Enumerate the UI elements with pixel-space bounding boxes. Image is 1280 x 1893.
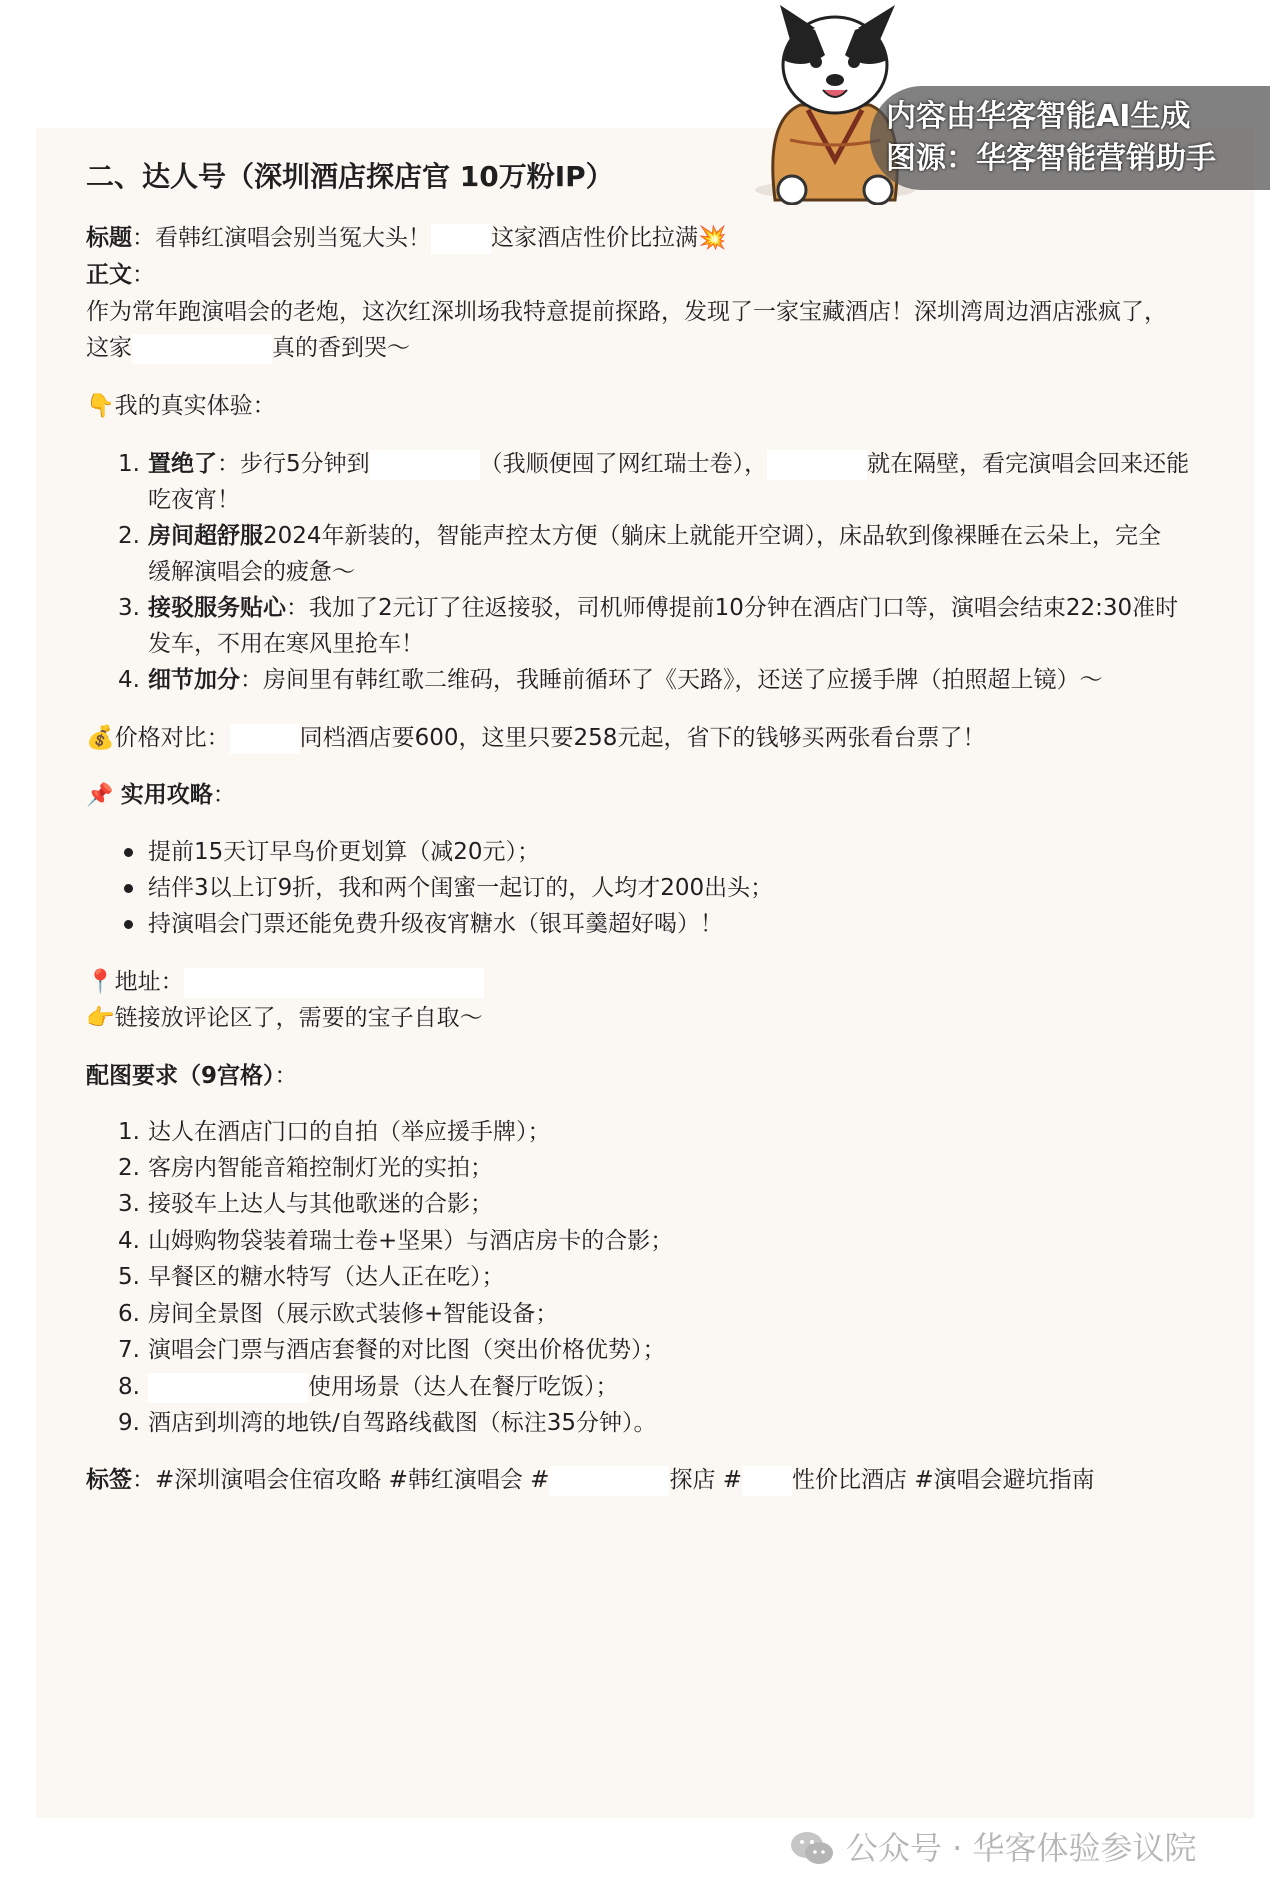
redaction: [767, 450, 867, 480]
bullet-dot: [124, 884, 133, 893]
ai-generated-badge: [870, 86, 1270, 190]
tags-line: [86, 1464, 1095, 1496]
tags-text: 性价比酒店 #演唱会避坑指南: [792, 1467, 1095, 1493]
images-heading: [86, 1060, 298, 1092]
title-text-b: 这家酒店性价比拉满💥: [491, 225, 727, 251]
address-line: [86, 966, 484, 998]
item-text: ：我加了2元订了往返接驳，司机师傅提前10分钟在酒店门口等，演唱会结束22:30准时: [286, 595, 1179, 621]
list-number: 4.: [118, 1228, 140, 1254]
colon: ：: [274, 1063, 298, 1089]
item-text: 吃夜宵！: [148, 487, 240, 513]
list-number: 5.: [118, 1264, 140, 1290]
item-text: ：房间里有韩红歌二维码，我睡前循环了《天路》，还送了应援手牌（拍照超上镜）～: [240, 667, 1103, 693]
title-label: 标题: [86, 225, 132, 251]
section-title: 二、达人号（深圳酒店探店官 10万粉IP）: [86, 160, 614, 193]
bullet-dot: [124, 920, 133, 929]
badge-line-2: 图源：华客智能营销助手: [886, 141, 1216, 176]
list-number: 2.: [118, 1155, 140, 1181]
item-bold: 细节加分: [148, 667, 240, 693]
item-text: 早餐区的糖水特写（达人正在吃）；: [148, 1264, 505, 1290]
images-heading-text: 配图要求（9宫格）: [86, 1063, 275, 1089]
body-label-line: 正文：: [86, 262, 155, 288]
redaction: [132, 334, 272, 364]
bullet-text: 提前15天订早鸟价更划算（减20元）；: [148, 839, 541, 865]
list-number: 4.: [118, 667, 140, 693]
badge-line-1: 内容由华客智能AI生成: [886, 99, 1191, 134]
price-line: [86, 722, 985, 754]
colon: ：: [212, 782, 236, 808]
bullet-text: 结伴3以上订9折，我和两个闺蜜一起订的，人均才200出头；: [148, 875, 774, 901]
item-text: 使用场景（达人在餐厅吃饭）；: [308, 1374, 619, 1400]
title-line: 标题：看韩红演唱会别当冤大头！ 这家酒店性价比拉满💥: [86, 222, 727, 254]
item-text: 接驳车上达人与其他歌迷的合影；: [148, 1191, 493, 1217]
list-number: 3.: [118, 595, 140, 621]
list-number: 2.: [118, 523, 140, 549]
item-text: 酒店到圳湾的地铁/自驾路线截图（标注35分钟）。: [148, 1410, 657, 1436]
tags-text: ：#深圳演唱会住宿攻略 #韩红演唱会 #: [132, 1467, 550, 1493]
address-label: 📍地址：: [86, 969, 184, 995]
list-number: 7.: [118, 1337, 140, 1363]
redaction: [184, 968, 484, 998]
bullet-dot: [124, 848, 133, 857]
item-bold: 置绝了: [148, 451, 217, 477]
list-number: 1.: [118, 451, 140, 477]
footer-text: 公众号 · 华客体验参议院: [846, 1829, 1197, 1867]
item-text: 房间全景图（展示欧式装修+智能设备；: [148, 1301, 559, 1327]
item-text: 2024年新装的，智能声控太方便（躺床上就能开空调），床品软到像裸睡在云朵上，完全: [263, 523, 1162, 549]
title-text-a: 看韩红演唱会别当冤大头！: [155, 225, 431, 251]
item-text: 山姆购物袋装着瑞士卷+坚果）与酒店房卡的合影；: [148, 1228, 674, 1254]
redaction: [431, 224, 491, 254]
tags-label: 标签: [86, 1467, 132, 1493]
tags-text: 探店 #: [669, 1467, 743, 1493]
redaction: [148, 1373, 308, 1403]
item-bold: 接驳服务贴心: [148, 595, 286, 621]
tips-heading: [86, 779, 236, 812]
redaction: [742, 1466, 792, 1496]
item-text: 达人在酒店门口的自拍（举应援手牌）；: [148, 1119, 551, 1145]
item-text: ：步行5分钟到: [217, 451, 370, 477]
redaction: [370, 450, 480, 480]
pin-icon: 📌: [86, 783, 114, 808]
list-number: 9.: [118, 1410, 140, 1436]
list-number: 8.: [118, 1374, 140, 1400]
item-text: （我顺便囤了网红瑞士卷），: [479, 451, 768, 477]
price-text: 同档酒店要600，这里只要258元起，省下的钱够买两张看台票了！: [299, 725, 986, 751]
list-number: 6.: [118, 1301, 140, 1327]
item-text: 客房内智能音箱控制灯光的实拍；: [148, 1155, 493, 1181]
item-text: 就在隔壁，看完演唱会回来还能: [867, 451, 1190, 477]
body-text-b: 真的香到哭～: [272, 335, 410, 361]
experience-heading: 👇我的真实体验：: [86, 393, 276, 419]
item-text: 演唱会门票与酒店套餐的对比图（突出价格优势）；: [148, 1337, 666, 1363]
redaction: [230, 724, 300, 754]
list-number: 3.: [118, 1191, 140, 1217]
body-line-1: 作为常年跑演唱会的老炮，这次红深圳场我特意提前探路，发现了一家宝藏酒店！深圳湾周边酒店涨疯了，: [86, 299, 1167, 325]
item-text: 缓解演唱会的疲惫～: [148, 559, 355, 585]
price-label: 💰价格对比：: [86, 725, 230, 751]
bullet-text: 持演唱会门票还能免费升级夜宵糖水（银耳羹超好喝）！: [148, 911, 723, 937]
body-label: 正文: [86, 262, 132, 288]
item-text: 发车，不用在寒风里抢车！: [148, 631, 424, 657]
list-number: 1.: [118, 1119, 140, 1145]
document-card: [36, 128, 1254, 1818]
wechat-icon: [790, 1830, 834, 1866]
body-text-a: 这家: [86, 335, 132, 361]
link-line: 👉链接放评论区了，需要的宝子自取～: [86, 1005, 483, 1031]
body-line-2: [86, 332, 410, 364]
redaction: [549, 1466, 669, 1496]
tips-heading-text: 实用攻略: [120, 782, 213, 808]
item-bold: 房间超舒服: [148, 523, 263, 549]
